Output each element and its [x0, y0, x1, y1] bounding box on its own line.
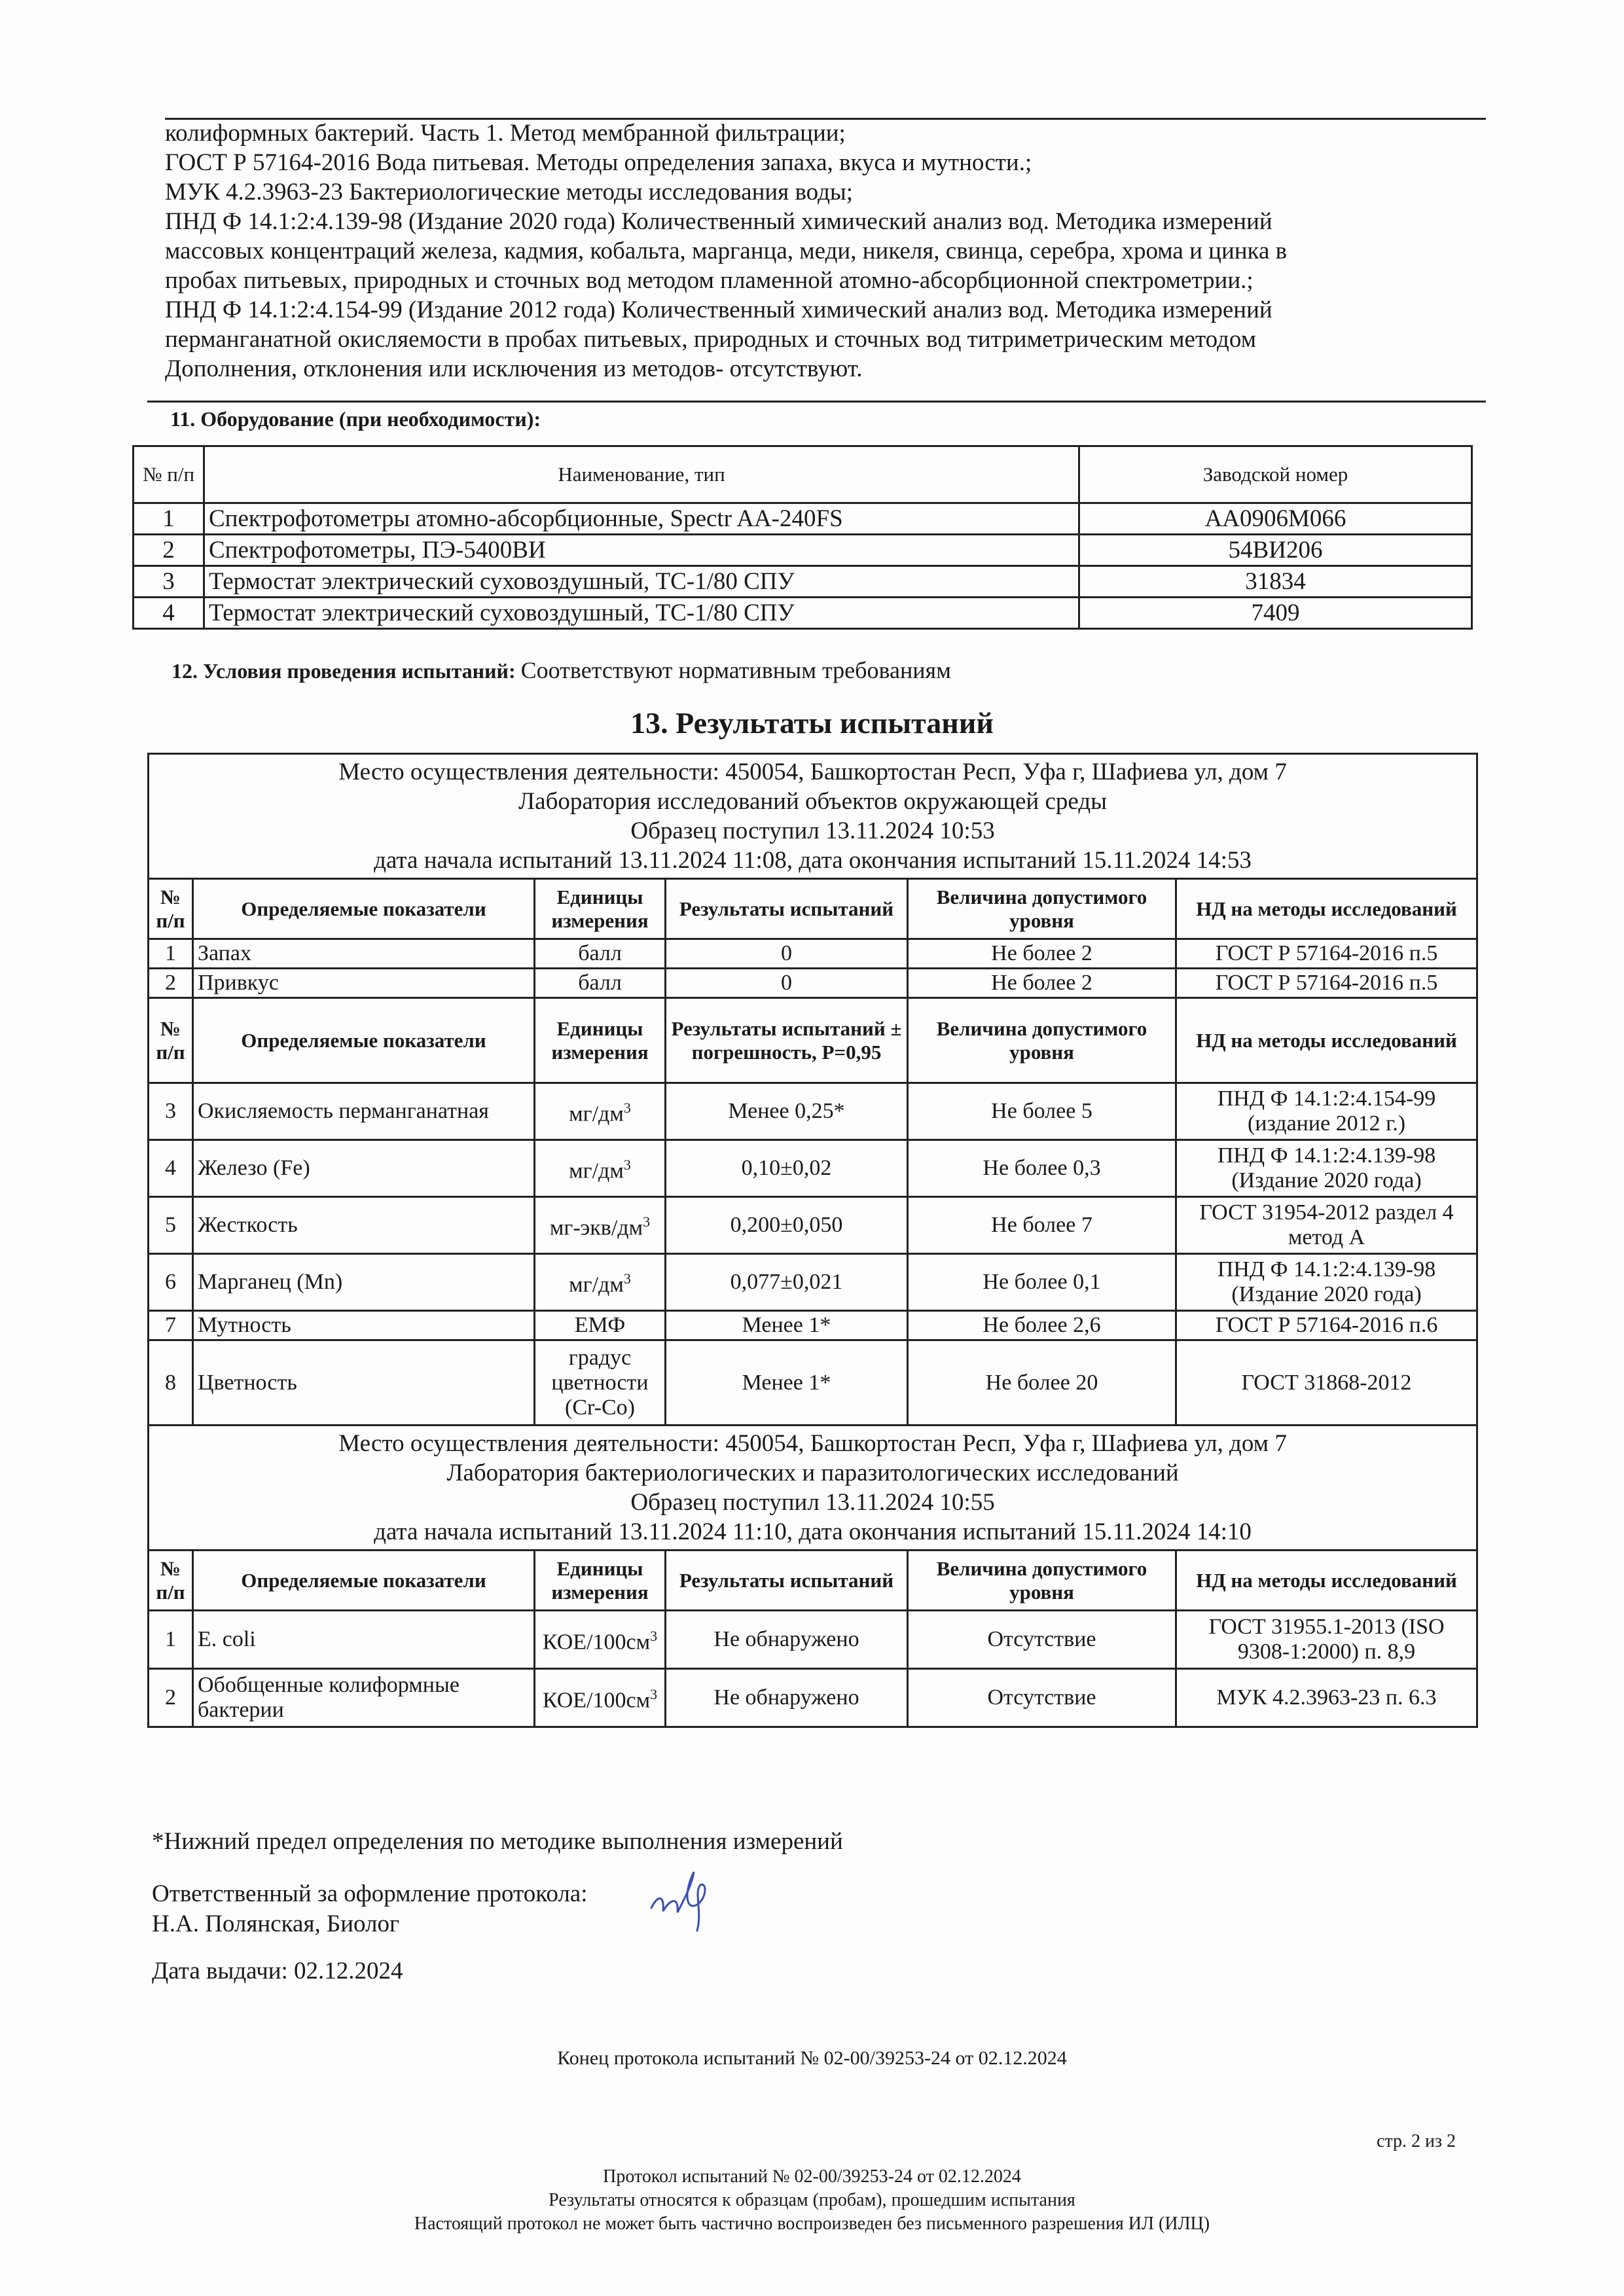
- responsible-label: Ответственный за оформление протокола:: [152, 1880, 588, 1907]
- lab2-address: Место осуществления деятельности: 450054, Башкортостан Респ, Уфа г, Шафиева ул, дом 7: [338, 1430, 1287, 1457]
- lab1-name: Лаборатория исследований объектов окружающей среды: [518, 788, 1108, 815]
- result-num: 1: [149, 1611, 193, 1669]
- lab2-received: Образец поступил 13.11.2024 10:55: [630, 1489, 995, 1516]
- result-unit: [535, 1611, 666, 1669]
- hdr-method: НД на методы исследований: [1176, 998, 1477, 1083]
- equipment-name: Термостат электрический суховоздушный, ТС-1/80 СПУ: [204, 598, 1079, 629]
- equipment-num: 2: [134, 535, 204, 566]
- result-row: [149, 1669, 1477, 1727]
- result-limit: Не более 0,3: [908, 1140, 1176, 1197]
- footer-line: Протокол испытаний № 02-00/39253-24 от 02.12.2024: [603, 2166, 1021, 2187]
- intro-line: ПНД Ф 14.1:2:4.154-99 (Издание 2012 года) Количественный химический анализ вод. Методика измерений: [165, 296, 1272, 323]
- unit-sup: 3: [643, 1213, 651, 1230]
- conditions-label: 12. Условия проведения испытаний:: [171, 659, 516, 683]
- hdr-num: № п/п: [149, 998, 193, 1083]
- hdr-results: Результаты испытаний: [666, 879, 908, 939]
- conditions: [171, 656, 951, 684]
- result-value: 0: [666, 939, 908, 969]
- result-indicator: Обобщенные колиформные бактерии: [193, 1669, 535, 1727]
- unit-text: КОЕ/100см: [542, 1630, 651, 1655]
- unit-sup: 3: [623, 1270, 631, 1287]
- result-value: 0: [666, 969, 908, 998]
- result-num: 4: [149, 1140, 193, 1197]
- result-value: 0,200±0,050: [666, 1197, 908, 1254]
- hdr-limit: Величина допустимого уровня: [908, 1551, 1176, 1611]
- result-limit: Отсутствие: [908, 1669, 1176, 1727]
- col-name-header: Наименование, тип: [204, 446, 1079, 503]
- equipment-row: [134, 598, 1472, 629]
- result-indicator: Привкус: [193, 969, 535, 998]
- result-value: 0,077±0,021: [666, 1254, 908, 1311]
- result-num: 6: [149, 1254, 193, 1311]
- result-method: ГОСТ 31954-2012 раздел 4 метод А: [1176, 1197, 1477, 1254]
- lab2-info-row: [149, 1426, 1477, 1551]
- equipment-num: 4: [134, 598, 204, 629]
- result-indicator: Цветность: [193, 1340, 535, 1426]
- result-limit: Не более 2: [908, 939, 1176, 969]
- intro-line: пробах питьевых, природных и сточных вод методом пламенной атомно-абсорбционной спектрометрии.;: [165, 267, 1254, 294]
- result-num: 8: [149, 1340, 193, 1426]
- footer: [0, 2165, 1624, 2236]
- hdr-limit: Величина допустимого уровня: [908, 879, 1176, 939]
- result-unit: [535, 1197, 666, 1254]
- equipment-row: [134, 566, 1472, 598]
- result-value: Не обнаружено: [666, 1611, 908, 1669]
- result-row: [149, 939, 1477, 969]
- results-header-row: [149, 879, 1477, 939]
- intro-line: перманганатной окисляемости в пробах питьевых, природных и сточных вод титриметрическим методом: [165, 326, 1257, 353]
- intro-line: Дополнения, отклонения или исключения из методов- отсутствуют.: [165, 355, 863, 382]
- result-limit: Не более 5: [908, 1083, 1176, 1140]
- result-num: 1: [149, 939, 193, 969]
- result-num: 2: [149, 969, 193, 998]
- equipment-table: [132, 445, 1473, 630]
- result-indicator: Жесткость: [193, 1197, 535, 1254]
- result-unit: балл: [535, 939, 666, 969]
- hdr-results-err: Результаты испытаний ± погрешность, Р=0,95: [666, 998, 908, 1083]
- unit-text: КОЕ/100см: [542, 1688, 651, 1713]
- hdr-indicator: Определяемые показатели: [193, 998, 535, 1083]
- result-limit: Не более 20: [908, 1340, 1176, 1426]
- result-row: [149, 1083, 1477, 1140]
- unit-sup: 3: [650, 1628, 658, 1645]
- result-limit: Не более 7: [908, 1197, 1176, 1254]
- result-row: [149, 1254, 1477, 1311]
- hdr-units: Единицы измерения: [535, 998, 666, 1083]
- responsible-name: Н.А. Полянская, Биолог: [152, 1910, 400, 1937]
- results-header-row-3: [149, 1551, 1477, 1611]
- result-method: ПНД Ф 14.1:2:4.139-98 (Издание 2020 года): [1176, 1254, 1477, 1311]
- col-num-header: № п/п: [134, 446, 204, 503]
- results-title: 13. Результаты испытаний: [630, 706, 994, 740]
- equipment-header-row: [134, 446, 1472, 503]
- footer-line: Настоящий протокол не может быть частично воспроизведен без письменного разрешения ИЛ (ИЛЦ): [414, 2214, 1210, 2234]
- intro-text: [165, 118, 1461, 384]
- results-table: [147, 753, 1478, 1728]
- hdr-method: НД на методы исследований: [1176, 1551, 1477, 1611]
- result-unit: [535, 1669, 666, 1727]
- unit-text: мг/дм: [569, 1102, 624, 1126]
- result-method: ГОСТ Р 57164-2016 п.5: [1176, 939, 1477, 969]
- intro-bottom-rule: [147, 401, 1486, 403]
- result-limit: Не более 2,6: [908, 1311, 1176, 1340]
- result-row: [149, 1197, 1477, 1254]
- equipment-serial: 31834: [1079, 566, 1472, 598]
- signature-image: [645, 1859, 730, 1944]
- equipment-name: Спектрофотометры, ПЭ-5400ВИ: [204, 535, 1079, 566]
- result-indicator: Марганец (Mn): [193, 1254, 535, 1311]
- equipment-num: 3: [134, 566, 204, 598]
- result-value: Не обнаружено: [666, 1669, 908, 1727]
- hdr-num: № п/п: [149, 879, 193, 939]
- hdr-indicator: Определяемые показатели: [193, 879, 535, 939]
- result-num: 3: [149, 1083, 193, 1140]
- result-num: 7: [149, 1311, 193, 1340]
- result-row: [149, 1311, 1477, 1340]
- lab2-name: Лаборатория бактериологических и паразитологических исследований: [446, 1460, 1179, 1486]
- result-value: Менее 1*: [666, 1311, 908, 1340]
- result-num: 2: [149, 1669, 193, 1727]
- result-row: [149, 1140, 1477, 1197]
- result-row: [149, 969, 1477, 998]
- lab1-address: Место осуществления деятельности: 450054, Башкортостан Респ, Уфа г, Шафиева ул, дом 7: [338, 759, 1287, 785]
- result-unit: [535, 1083, 666, 1140]
- lab1-received: Образец поступил 13.11.2024 10:53: [630, 817, 995, 844]
- equipment-num: 1: [134, 503, 204, 535]
- equipment-name: Спектрофотометры атомно-абсорбционные, Spectr AA-240FS: [204, 503, 1079, 535]
- lab1-info-row: [149, 754, 1477, 879]
- equipment-serial: 54ВИ206: [1079, 535, 1472, 566]
- col-serial-header: Заводской номер: [1079, 446, 1472, 503]
- result-method: ГОСТ 31868-2012: [1176, 1340, 1477, 1426]
- unit-text: мг/дм: [569, 1158, 624, 1183]
- result-indicator: Мутность: [193, 1311, 535, 1340]
- result-value: Менее 1*: [666, 1340, 908, 1426]
- hdr-method: НД на методы исследований: [1176, 879, 1477, 939]
- result-num: 5: [149, 1197, 193, 1254]
- result-row: [149, 1611, 1477, 1669]
- unit-sup: 3: [623, 1100, 631, 1117]
- result-method: ГОСТ 31955.1-2013 (ISO 9308-1:2000) п. 8,9: [1176, 1611, 1477, 1669]
- result-limit: Отсутствие: [908, 1611, 1176, 1669]
- hdr-num: № п/п: [149, 1551, 193, 1611]
- footnote: *Нижний предел определения по методике выполнения измерений: [152, 1828, 843, 1855]
- lab1-dates: дата начала испытаний 13.11.2024 11:08, дата окончания испытаний 15.11.2024 14:53: [374, 847, 1252, 874]
- result-row: [149, 1340, 1477, 1426]
- intro-line: МУК 4.2.3963-23 Бактериологические методы исследования воды;: [165, 179, 854, 206]
- intro-line: колиформных бактерий. Часть 1. Метод мембранной фильтрации;: [165, 120, 846, 147]
- end-of-protocol: Конец протокола испытаний № 02-00/39253-24 от 02.12.2024: [557, 2047, 1067, 2069]
- intro-line: ПНД Ф 14.1:2:4.139-98 (Издание 2020 года) Количественный химический анализ вод. Методика измерений: [165, 208, 1272, 235]
- result-indicator: Запах: [193, 939, 535, 969]
- unit-text: мг-экв/дм: [549, 1215, 643, 1240]
- intro-line: ГОСТ Р 57164-2016 Вода питьевая. Методы определения запаха, вкуса и мутности.;: [165, 149, 1032, 176]
- result-indicator: E. coli: [193, 1611, 535, 1669]
- equipment-serial: AA0906M066: [1079, 503, 1472, 535]
- result-limit: Не более 2: [908, 969, 1176, 998]
- hdr-units: Единицы измерения: [535, 879, 666, 939]
- result-indicator: Окисляемость перманганатная: [193, 1083, 535, 1140]
- equipment-name: Термостат электрический суховоздушный, ТС-1/80 СПУ: [204, 566, 1079, 598]
- unit-sup: 3: [650, 1686, 658, 1703]
- result-unit: градус цветности (Cr-Co): [535, 1340, 666, 1426]
- hdr-indicator: Определяемые показатели: [193, 1551, 535, 1611]
- equipment-serial: 7409: [1079, 598, 1472, 629]
- results-header-row-2: [149, 998, 1477, 1083]
- result-unit: [535, 1140, 666, 1197]
- result-method: ПНД Ф 14.1:2:4.139-98 (Издание 2020 года): [1176, 1140, 1477, 1197]
- hdr-limit: Величина допустимого уровня: [908, 998, 1176, 1083]
- result-method: МУК 4.2.3963-23 п. 6.3: [1176, 1669, 1477, 1727]
- hdr-units: Единицы измерения: [535, 1551, 666, 1611]
- equipment-row: [134, 535, 1472, 566]
- lab2-dates: дата начала испытаний 13.11.2024 11:10, дата окончания испытаний 15.11.2024 14:10: [374, 1518, 1252, 1545]
- intro-line: массовых концентраций железа, кадмия, кобальта, марганца, меди, никеля, свинца, серебра, хрома и цинка в: [165, 238, 1288, 264]
- result-method: ПНД Ф 14.1:2:4.154-99 (издание 2012 г.): [1176, 1083, 1477, 1140]
- result-value: 0,10±0,02: [666, 1140, 908, 1197]
- result-method: ГОСТ Р 57164-2016 п.6: [1176, 1311, 1477, 1340]
- result-unit: балл: [535, 969, 666, 998]
- unit-sup: 3: [623, 1157, 631, 1174]
- unit-text: мг/дм: [569, 1272, 624, 1297]
- equipment-heading: 11. Оборудование (при необходимости):: [170, 407, 541, 431]
- result-unit: ЕМФ: [535, 1311, 666, 1340]
- result-limit: Не более 0,1: [908, 1254, 1176, 1311]
- conditions-value: Соответствуют нормативным требованиям: [520, 657, 951, 683]
- result-method: ГОСТ Р 57164-2016 п.5: [1176, 969, 1477, 998]
- hdr-results: Результаты испытаний: [666, 1551, 908, 1611]
- issue-date: Дата выдачи: 02.12.2024: [152, 1958, 403, 1984]
- footer-line: Результаты относятся к образцам (пробам), прошедшим испытания: [549, 2190, 1075, 2210]
- result-unit: [535, 1254, 666, 1311]
- result-indicator: Железо (Fe): [193, 1140, 535, 1197]
- page-number: стр. 2 из 2: [1377, 2131, 1456, 2151]
- equipment-row: [134, 503, 1472, 535]
- result-value: Менее 0,25*: [666, 1083, 908, 1140]
